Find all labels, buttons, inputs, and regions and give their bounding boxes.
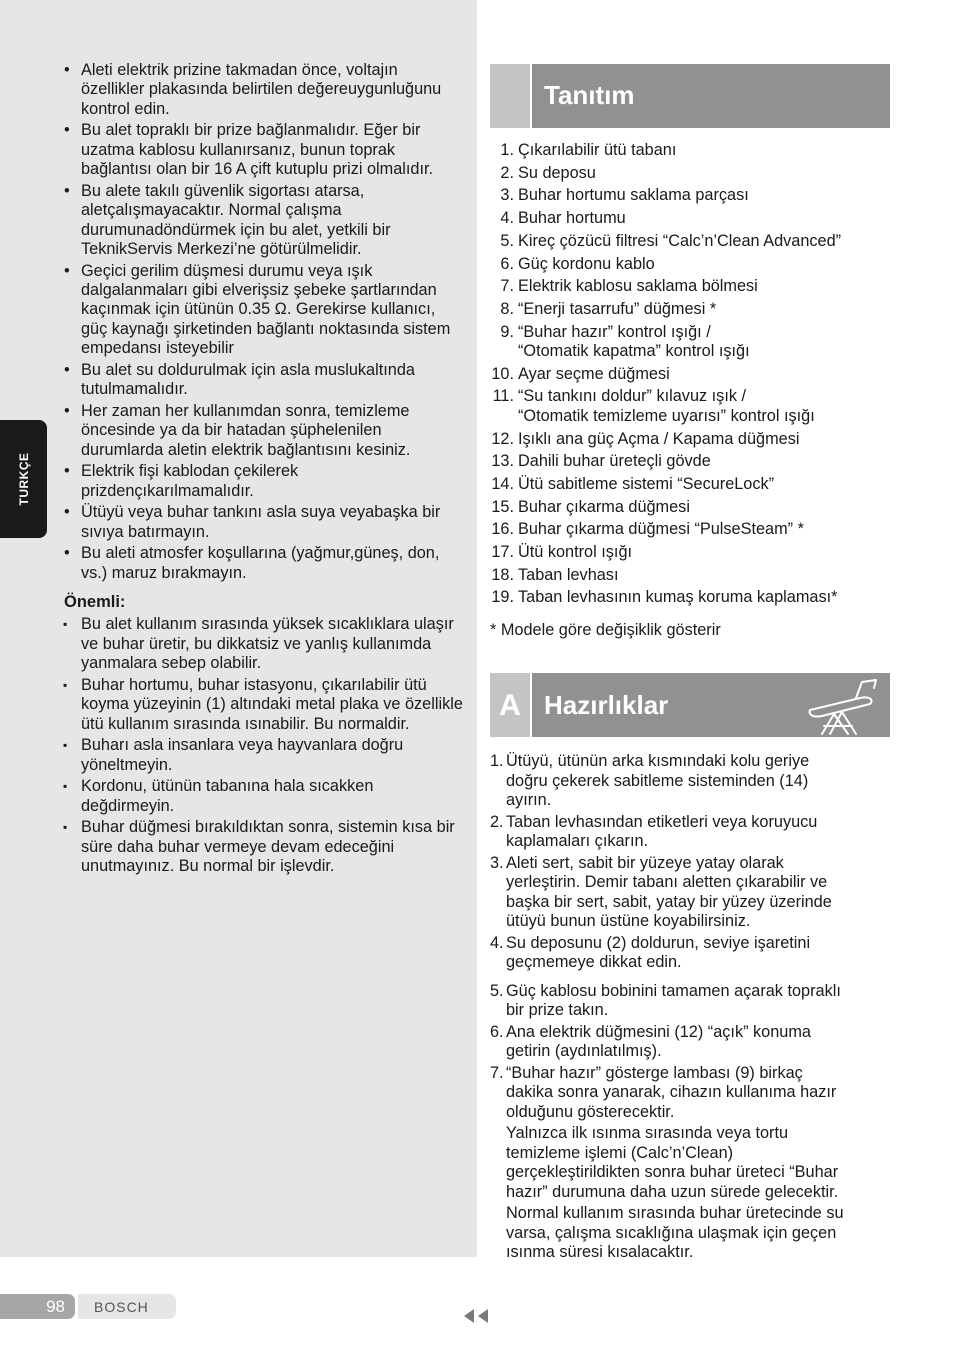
important-bullet-list [60,615,465,876]
part-item [490,520,890,539]
prep-section-header [490,673,890,737]
model-note: * Modele göre değişiklik gösterir [490,620,721,639]
part-item [490,323,890,362]
part-text: Çıkarılabilir ütü tabanı [518,141,677,159]
right-column [490,64,890,1265]
part-item [490,566,890,585]
part-number: 15. [491,497,514,516]
part-item [490,543,890,562]
previous-page-icon[interactable] [462,1309,490,1323]
step-number: 2. [490,812,504,831]
step-text: “Buhar hazır” gösterge lambası (9) birkaç dakika sonra yanarak, cihazın kullanıma hazır olduğunu gösterecektir. [506,1063,837,1121]
step-text: Aleti sert, sabit bir yüzeye yatay olarak yerleştirin. Demir tabanı aletten çıkarabilir ve başka bir sert, sabit, yatay bir yüzey üzerinde ütüyü bunun üstüne koyabilirsiniz. [506,853,832,931]
part-text: Kireç çözücü filtresi “Calc’n’Clean Advanced” [518,231,842,250]
step-item [490,982,890,1021]
part-item [490,498,890,517]
part-number: 19. [491,588,514,607]
part-number: 11. [492,387,514,406]
parts-list [490,141,890,608]
part-item [490,164,890,183]
part-text: “Su tankını doldur” kılavuz ışık / “Otomatik temizleme uyarısı” kontrol ışığı [518,387,815,425]
step-text: Ütüyü, ütünün arka kısmındaki kolu geriye doğru çekerek sabitleme sisteminden (14) ayırın. [506,752,810,810]
safety-bullet-item: • Bu aleti atmosfer koşullarına (yağmur,güneş, don, vs.) maruz bırakmayın. [60,544,465,583]
part-text: Ayar seçme düğmesi [518,364,670,383]
safety-bullet-item: • Aleti elektrik prizine takmadan önce, voltajın özellikler plakasında belirtilen değereuygunluğunu kontrol edin. [60,61,465,119]
part-text: Ütü kontrol ışığı [518,543,633,562]
safety-bullet-item: • Bu alete takılı güvenlik sigortası atarsa, aletçalışmayacaktır. Normal çalışma durumunadöndürmek için bu alet, yetkili bir TeknikServis Merkezi’ne götürülmelidir. [60,182,465,260]
safety-bullet-item: • Ütüyü veya buhar tankını asla suya veyabaşka bir sıvıya batırmayın. [60,503,465,542]
prep-section-letter: A [490,673,530,737]
step-text: Güç kablosu bobinini tamamen açarak topraklı bir prize takın. [506,981,841,1020]
part-text: Işıklı ana güç Açma / Kapama düğmesi [518,429,800,448]
part-number: 17. [491,543,514,562]
part-text: Buhar hortumu [518,209,626,228]
part-text: Buhar çıkarma düğmesi “PulseSteam” * [518,520,804,539]
important-heading: Önemli: [64,593,126,612]
part-number: 9. [500,322,514,341]
part-number: 8. [500,299,514,318]
important-bullet-item: ▪ Buhar hortumu, buhar istasyonu, çıkarılabilir ütü koyma yüzeyinin (1) altındaki metal plaka ve özellikle ütü kullanım sırasında ısınabilir. Bu normaldir. [60,676,465,734]
page-number: 98 [0,1294,75,1319]
step-number: 6. [490,1022,504,1041]
safety-bullet-item: • Bu alet su doldurulmak için asla muslukaltında tutulmamalıdır. [60,361,465,400]
safety-bullet-item: • Elektrik fişi kablodan çekilerek prizdençıkarılmamalıdır. [60,462,465,501]
step-item [490,1023,890,1062]
part-number: 18. [491,565,514,584]
preparation-steps-list [490,752,890,1262]
safety-bullet-item: • Geçici gerilim düşmesi durumu veya ışık dalgalanmaları gibi elverişsiz şebeke şartlarından kaçınmak için ütünün 0.35 Ω. Gerekirse kullanıcı, güç kaynağı şirketinden bağlantı noktasında sistem empedansı isteyebilir [60,262,465,359]
part-number: 2. [500,163,514,182]
part-item [490,255,890,274]
safety-bullet-list [60,61,465,583]
part-text: Dahili buhar üreteçli gövde [518,452,711,471]
safety-bullet-item: • Bu alet topraklı bir prize bağlanmalıdır. Eğer bir uzatma kablosu kullanırsanız, bunun toprak bağlantısı olan bir 16 A çift kutuplu prizi olmalıdır. [60,121,465,179]
part-item [490,300,890,319]
part-item [490,209,890,228]
language-tab-label: TURKÇE [16,452,31,506]
intro-section-letter [490,64,530,128]
part-number: 4. [500,209,514,228]
step-text: Taban levhasından etiketleri veya koruyucu kaplamaları çıkarın. [506,812,818,851]
ironing-board-icon [804,676,882,736]
step-paragraph-text: Yalnızca ilk ısınma sırasında veya tortu temizleme işlemi (Calc’n’Clean) gerçekleştirildikten sonra buhar üreteci “Buhar hazır” durumuna daha uzun sürede gelecektir. [506,1124,839,1201]
part-item [490,452,890,471]
part-text: Buhar hortumu saklama parçası [518,186,749,205]
part-number: 3. [500,186,514,205]
part-text: Güç kordonu kablo [518,254,655,273]
part-text: Taban levhası [518,565,619,584]
part-text: Buhar çıkarma düğmesi [518,497,690,516]
part-number: 14. [491,474,514,493]
page-footer [0,1294,176,1319]
part-text: “Buhar hazır” kontrol ışığı / “Otomatik kapatma” kontrol ışığı [518,322,750,361]
part-text: “Enerji tasarrufu” düğmesi * [518,299,717,318]
important-bullet-item: ▪ Buhar düğmesi bırakıldıktan sonra, sistemin kısa bir süre daha buhar vermeye devam edeceğini unutmayınız. Bu normal bir işlevdir. [60,818,465,876]
part-item [490,387,890,426]
step-number: 4. [490,933,504,952]
step-number: 7. [490,1063,504,1082]
step-item [490,1064,890,1122]
step-paragraph [490,1204,890,1262]
left-column [60,61,465,879]
part-item [490,475,890,494]
part-text: Elektrik kablosu saklama bölmesi [518,277,758,296]
brand-label: BOSCH [78,1294,176,1319]
step-number: 1. [490,752,504,771]
step-item [490,813,890,852]
part-number: 13. [491,452,514,471]
part-text: Taban levhasının kumaş koruma kaplaması* [518,588,838,607]
important-bullet-item: ▪ Buharı asla insanlara veya hayvanlara doğru yöneltmeyin. [60,736,465,775]
prep-section-title: Hazırlıklar [532,673,890,737]
intro-section-title: Tanıtım [532,64,890,128]
part-number: 10. [491,364,514,383]
safety-bullet-item: • Her zaman her kullanımdan sonra, temizleme öncesinde ya da bir hatadan şüphelenilen durumlarda aletin elektrik bağlantısını kesiniz. [60,402,465,460]
part-number: 1. [500,141,514,159]
part-item [490,277,890,296]
part-item [490,430,890,449]
part-item [490,588,890,607]
part-item [490,186,890,205]
step-item [490,752,890,810]
step-number: 3. [490,853,504,872]
part-number: 7. [500,277,514,296]
part-item [490,141,890,160]
part-number: 5. [500,231,514,250]
part-number: 12. [491,429,514,448]
step-paragraph-text: Normal kullanım sırasında buhar üretecinde su varsa, çalışma sıcaklığına ulaşmak için geçen ısınma süresi kısalacaktır. [506,1204,844,1262]
step-text: Ana elektrik düğmesini (12) “açık” konuma getirin (aydınlatılmış). [506,1022,811,1061]
step-paragraph [490,1124,890,1202]
part-item [490,365,890,384]
step-text: Su deposunu (2) doldurun, seviye işaretini geçmemeye dikkat edin. [506,933,811,972]
part-text: Su deposu [518,163,596,182]
important-bullet-item: ▪ Kordonu, ütünün tabanına hala sıcakken değdirmeyin. [60,777,465,816]
part-number: 16. [491,520,514,539]
step-number: 5. [490,981,504,1000]
step-item [490,854,890,932]
intro-section-header [490,64,890,128]
part-text: Ütü sabitleme sistemi “SecureLock” [518,474,775,493]
important-bullet-item: ▪ Bu alet kullanım sırasında yüksek sıcaklıklara ulaşır ve buhar üretir, bu dikkatsiz ve yanlış kullanımda yanmalara sebep olabilir. [60,615,465,673]
language-tab[interactable] [0,420,47,538]
part-item [490,232,890,251]
part-number: 6. [500,254,514,273]
step-item [490,934,890,973]
